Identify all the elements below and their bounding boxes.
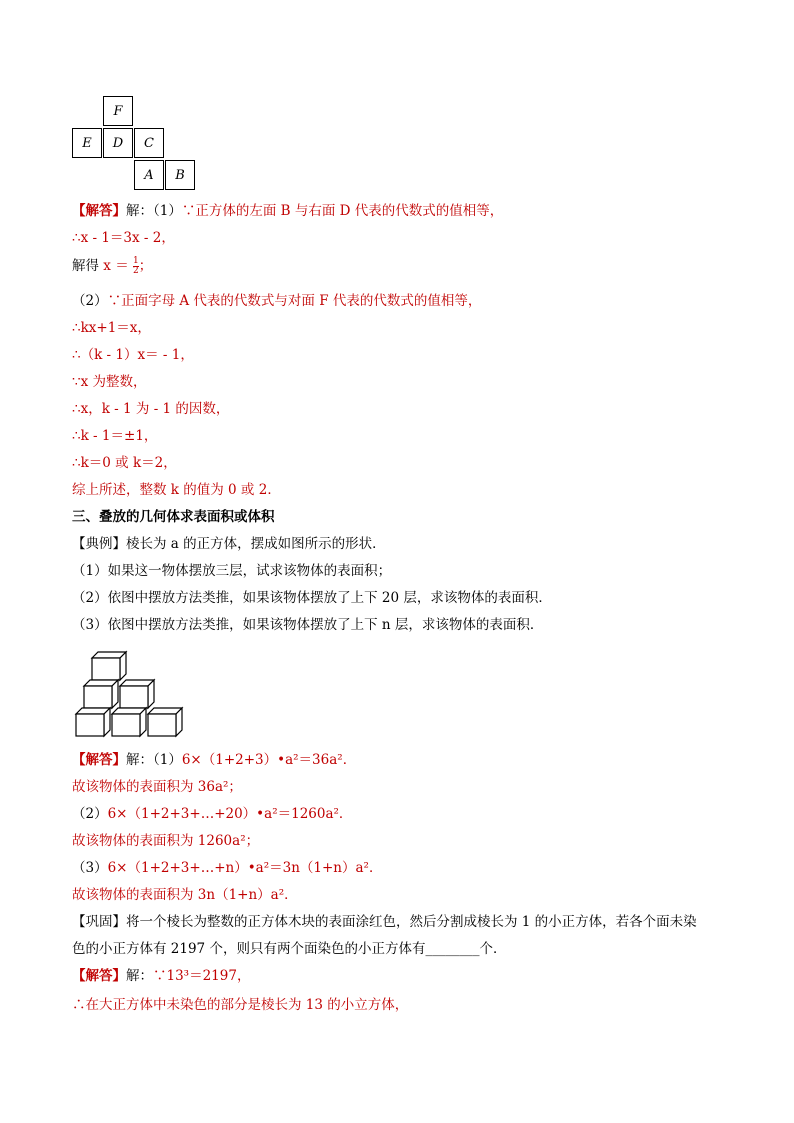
answer-b-line-4: 故该物体的表面积为 1260a²； xyxy=(72,833,260,849)
answer-c-line-1: 【解答】解：∵13³＝2197， xyxy=(72,968,251,984)
answer-line-6: ∴（k - 1）x＝ - 1， xyxy=(72,347,194,363)
answer-line-2: ∴x - 1＝3x - 2， xyxy=(72,230,175,246)
net-cell-d: D xyxy=(103,128,133,158)
question-1: （1）如果这一物体摆放三层，试求该物体的表面积； xyxy=(72,563,392,579)
answer-line-10: ∴k＝0 或 k＝2， xyxy=(72,455,177,471)
question-3: （3）依图中摆放方法类推，如果该物体摆放了上下 n 层，求该物体的表面积． xyxy=(72,617,544,633)
answer-line-7: ∵x 为整数， xyxy=(72,374,147,390)
answer-line-5: ∴kx+1＝x， xyxy=(72,320,151,336)
question-2: （2）依图中摆放方法类推，如果该物体摆放了上下 20 层，求该物体的表面积． xyxy=(72,590,552,606)
answer-b-line-6: 故该物体的表面积为 3n（1+n）a²． xyxy=(72,887,298,903)
answer-c-line-2: ∴在大正方体中未染色的部分是棱长为 13 的小立方体， xyxy=(72,997,409,1013)
answer-b-line-5: （3）6×（1+2+3+…+n）•a²＝3n（1+n）a²． xyxy=(72,860,383,876)
section-heading: 三、叠放的几何体求表面积或体积 xyxy=(72,509,275,525)
answer-line-4: （2）∵正面字母 A 代表的代数式与对面 F 代表的代数式的值相等， xyxy=(72,293,482,309)
net-cell-b: B xyxy=(165,160,195,190)
answer-line-3: 解得 x ＝ $\frac{1}{2}$ ； xyxy=(72,256,153,276)
answer-b-line-1: 【解答】解：（1）6×（1+2+3）•a²＝36a²． xyxy=(72,752,357,768)
example-line: 【典例】棱长为 a 的正方体，摆成如图所示的形状． xyxy=(72,536,386,552)
consolidation-line-1: 【巩固】将一个棱长为整数的正方体木块的表面涂红色，然后分割成棱长为 1 的小正方体，若各个面未染 xyxy=(72,914,697,930)
consolidation-line-2: 色的小正方体有 2197 个，则只有两个面染色的小正方体有________个． xyxy=(72,941,507,957)
answer-line-1: 【解答】解：（1）∵正方体的左面 B 与右面 D 代表的代数式的值相等， xyxy=(72,203,504,219)
net-cell-e: E xyxy=(72,128,102,158)
answer-b-line-2: 故该物体的表面积为 36a²； xyxy=(72,779,242,795)
answer-b-line-3: （2）6×（1+2+3+…+20）•a²＝1260a²． xyxy=(72,806,353,822)
net-cell-c: C xyxy=(134,128,164,158)
answer-line-11: 综上所述，整数 k 的值为 0 或 2． xyxy=(72,482,281,498)
stacked-cubes-figure xyxy=(72,644,192,742)
cube-net-figure xyxy=(72,96,202,194)
net-cell-f: F xyxy=(103,96,133,126)
answer-line-8: ∴x，k - 1 为 - 1 的因数， xyxy=(72,401,230,417)
fraction: $\frac{1}{2}$ xyxy=(133,256,139,276)
answer-line-9: ∴k - 1＝±1， xyxy=(72,428,158,444)
net-cell-a: A xyxy=(134,160,164,190)
